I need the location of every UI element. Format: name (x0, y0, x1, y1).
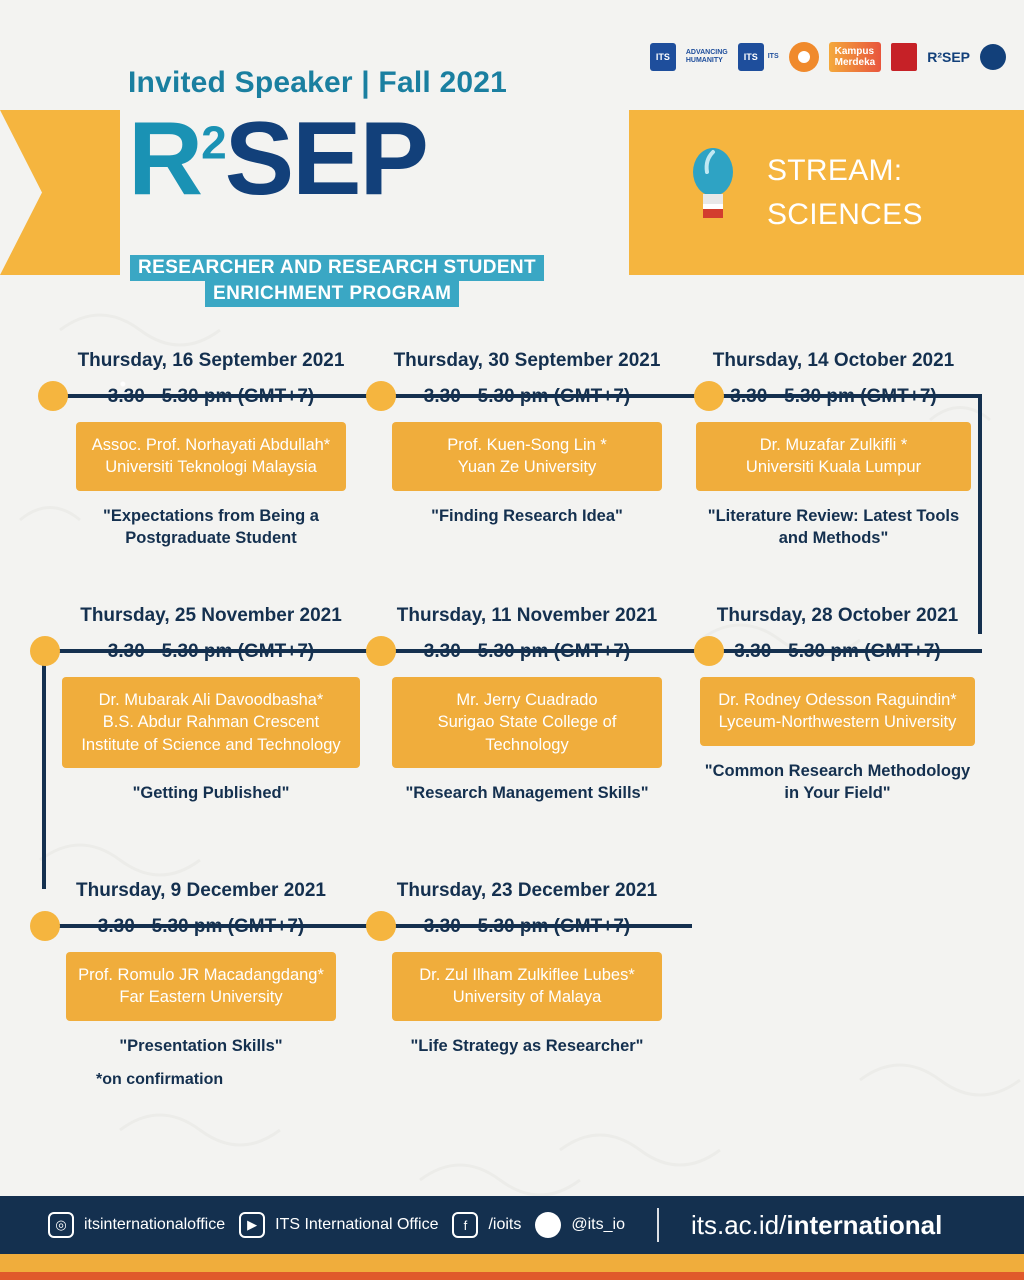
advancing-humanity-logo: ADVANCING HUMANITY (685, 48, 728, 64)
website-url[interactable] (691, 1210, 942, 1241)
poster-header (0, 0, 1024, 304)
speaker-affiliation: Lyceum-Northwestern University (718, 713, 957, 732)
poster-footer (0, 1196, 1024, 1254)
schedule-row-3 (0, 880, 1024, 1135)
session-date: Thursday, 11 November 2021 (396, 605, 658, 626)
session-time: 3.30 - 5.30 pm (GMT+7) (107, 386, 315, 407)
session-card (62, 605, 360, 804)
logo-sep: SEP (224, 101, 427, 217)
session-card (700, 605, 975, 804)
speaker-name: Dr. Rodney Odesson Raguindin* (718, 691, 957, 709)
schedule-timeline (0, 350, 1024, 1135)
session-topic: "Presentation Skills" (119, 1036, 283, 1055)
speaker-name: Dr. Zul Ilham Zulkiflee Lubes* (419, 966, 635, 984)
logo-superscript: 2 (201, 116, 225, 169)
lightbulb-icon (689, 142, 737, 228)
session-speaker-box (66, 952, 336, 1021)
session-speaker-box (392, 422, 662, 491)
facebook-item[interactable] (452, 1212, 521, 1238)
speaker-name: Dr. Muzafar Zulkifli * (759, 436, 908, 454)
session-speaker-box (700, 677, 975, 746)
session-speaker-box (62, 677, 360, 768)
session-card (392, 880, 662, 1057)
logo-subtitle-line1: RESEARCHER AND RESEARCH STUDENT (130, 255, 544, 281)
stream-value: SCIENCES (767, 197, 923, 231)
stream-label: STREAM: (767, 154, 903, 187)
schedule-row-2 (0, 605, 1024, 860)
facebook-handle: /ioits (488, 1216, 522, 1233)
session-topic: "Common Research Methodology in Your Field" (704, 761, 971, 802)
youtube-handle: ITS International Office (275, 1216, 439, 1233)
r2sep-small-logo: R²SEP (927, 49, 970, 65)
stream-banner (629, 110, 1024, 275)
session-topic: "Literature Review: Latest Tools and Methods" (707, 506, 960, 547)
youtube-item[interactable] (239, 1212, 438, 1238)
instagram-handle: itsinternationaloffice (84, 1216, 226, 1233)
its-logo: ITS (650, 43, 676, 71)
session-topic: "Research Management Skills" (405, 783, 649, 802)
session-card (392, 350, 662, 527)
session-time: 3.30 - 5.30 pm (GMT+7) (107, 641, 315, 662)
session-card (76, 350, 346, 549)
kemdikbud-logo (891, 43, 917, 71)
kampus-merdeka-logo: Kampus Merdeka (829, 42, 882, 72)
session-card (66, 880, 336, 1090)
session-topic: "Life Strategy as Researcher" (410, 1036, 644, 1055)
session-speaker-box (696, 422, 971, 491)
session-topic: "Finding Research Idea" (431, 506, 623, 525)
logo-subtitle-line2: ENRICHMENT PROGRAM (205, 281, 459, 307)
session-date: Thursday, 30 September 2021 (393, 350, 661, 371)
session-time: 3.30 - 5.30 pm (GMT+7) (97, 916, 305, 937)
speaker-affiliation: Universiti Kuala Lumpur (745, 458, 922, 477)
twitter-icon (535, 1212, 561, 1238)
globe-logo (980, 44, 1006, 70)
session-card (696, 350, 971, 549)
confirmation-footnote: *on confirmation (96, 1070, 224, 1088)
session-date: Thursday, 25 November 2021 (80, 605, 342, 626)
left-orange-arrow (0, 110, 120, 275)
twitter-handle: @its_io (571, 1216, 625, 1233)
speaker-affiliation: Yuan Ze University (457, 458, 597, 477)
speaker-affiliation: B.S. Abdur Rahman Crescent Institute of Science and Technology (81, 713, 341, 754)
session-time: 3.30 - 5.30 pm (GMT+7) (423, 916, 631, 937)
session-topic: "Expectations from Being a Postgraduate Student (103, 506, 319, 547)
session-card (392, 605, 662, 804)
schedule-row-1 (0, 350, 1024, 605)
its-global-engagement-logo (789, 42, 819, 72)
session-time: 3.30 - 5.30 pm (GMT+7) (423, 386, 631, 407)
session-topic: "Getting Published" (132, 783, 290, 802)
twitter-item[interactable] (535, 1212, 625, 1238)
website-prefix: its.ac.id/ (690, 1209, 787, 1240)
speaker-name: Mr. Jerry Cuadrado (456, 691, 598, 709)
speaker-name: Assoc. Prof. Norhayati Abdullah* (91, 436, 331, 454)
session-speaker-box (392, 677, 662, 768)
speaker-affiliation: Surigao State College of Technology (437, 713, 617, 754)
session-date: Thursday, 16 September 2021 (77, 350, 345, 371)
instagram-icon: ◎ (48, 1212, 74, 1238)
timeline-dot (38, 381, 68, 411)
youtube-icon: ▶ (239, 1212, 265, 1238)
session-speaker-box (392, 952, 662, 1021)
logo-letter-r: R (128, 101, 202, 217)
instagram-item[interactable] (48, 1212, 225, 1238)
speaker-name: Prof. Kuen-Song Lin * (447, 436, 607, 454)
speaker-name: Prof. Romulo JR Macadangdang* (78, 966, 324, 984)
timeline-dot (30, 911, 60, 941)
session-date: Thursday, 23 December 2021 (396, 880, 658, 901)
timeline-connector-right (978, 394, 982, 634)
timeline-dot (30, 636, 60, 666)
partner-logos (650, 42, 1006, 72)
bottom-color-bar (0, 1254, 1024, 1280)
speaker-affiliation: University of Malaya (452, 988, 602, 1007)
session-time: 3.30 - 5.30 pm (GMT+7) (734, 641, 941, 662)
r2sep-logo-text (128, 101, 427, 217)
session-time: 3.30 - 5.30 pm (GMT+7) (423, 641, 631, 662)
timeline-connector-left (42, 649, 46, 889)
session-date: Thursday, 9 December 2021 (76, 880, 326, 901)
speaker-name: Dr. Mubarak Ali Davoodbasha* (98, 691, 324, 709)
website-bold: international (786, 1209, 943, 1240)
session-date: Thursday, 14 October 2021 (712, 350, 955, 371)
session-speaker-box (76, 422, 346, 491)
session-date: Thursday, 28 October 2021 (716, 605, 959, 626)
footer-divider (657, 1208, 659, 1242)
invited-speaker-title: Invited Speaker | Fall 2021 (128, 66, 507, 99)
speaker-affiliation: Universiti Teknologi Malaysia (105, 458, 317, 477)
facebook-icon: f (452, 1212, 478, 1238)
speaker-affiliation: Far Eastern University (119, 988, 283, 1007)
session-time: 3.30 - 5.30 pm (GMT+7) (730, 386, 937, 407)
its-secondary-logo: ITS ITS (738, 43, 779, 71)
